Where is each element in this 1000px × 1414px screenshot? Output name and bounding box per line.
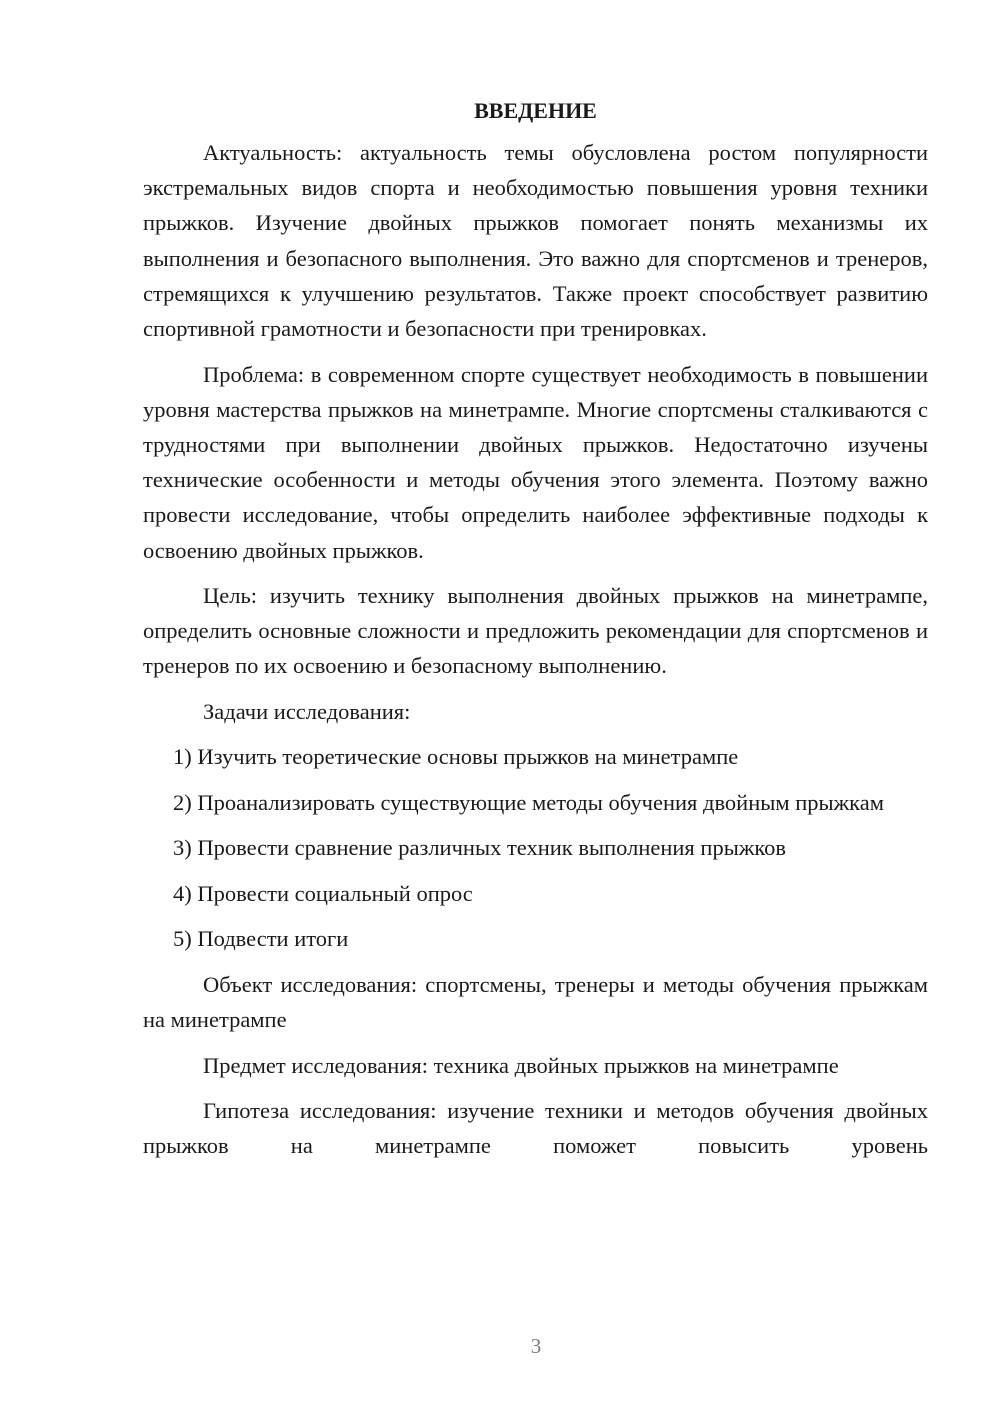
relevance-paragraph: Актуальность: актуальность темы обусловлена ростом популярности экстремальных видов спорта и необходимостью повышения уровня техники прыжков. Изучение двойных прыжков помогает понять механизмы их выполнения и безопасного выполнения. Это важно для спортсменов и тренеров, стремящихся к улучшению результатов. Также проект способствует развитию спортивной грамотности и безопасности при тренировках. — [143, 140, 928, 342]
task-item: 1) Изучить теоретические основы прыжков на минетрампе — [173, 744, 739, 770]
subject-paragraph: Предмет исследования: техника двойных прыжков на минетрампе — [203, 1052, 839, 1078]
object-paragraph: Объект исследования: спортсмены, тренеры и методы обучения прыжкам на минетрампе — [143, 971, 928, 1033]
task-item: 5) Подвести итоги — [173, 926, 349, 952]
problem-paragraph: Проблема: в современном спорте существует необходимость в повышении уровня мастерства прыжков на минетрампе. Многие спортсмены сталкиваются с трудностями при выполнении двойных прыжков. Недостаточно изучены технические особенности и методы обучения этого элемента. Поэтому важно провести исследование, чтобы определить наиболее эффективные подходы к освоению двойных прыжков. — [143, 361, 928, 563]
goal-paragraph: Цель: изучить технику выполнения двойных прыжков на минетрампе, определить основные сложности и предложить рекомендации для спортсменов и тренеров по их освоению и безопасному выполнению. — [143, 583, 928, 679]
task-item: 4) Провести социальный опрос — [173, 880, 473, 906]
hypothesis-paragraph: Гипотеза исследования: изучение техники и методов обучения двойных прыжков на минетрампе поможет повысить уровень — [143, 1098, 928, 1159]
page-content — [143, 96, 928, 1174]
page-number: 3 — [530, 1334, 542, 1358]
task-item: 3) Провести сравнение различных техник выполнения прыжков — [173, 835, 787, 861]
page-title: ВВЕДЕНИЕ — [474, 98, 597, 123]
tasks-heading: Задачи исследования: — [203, 698, 411, 724]
task-item: 2) Проанализировать существующие методы обучения двойным прыжкам — [173, 789, 885, 815]
